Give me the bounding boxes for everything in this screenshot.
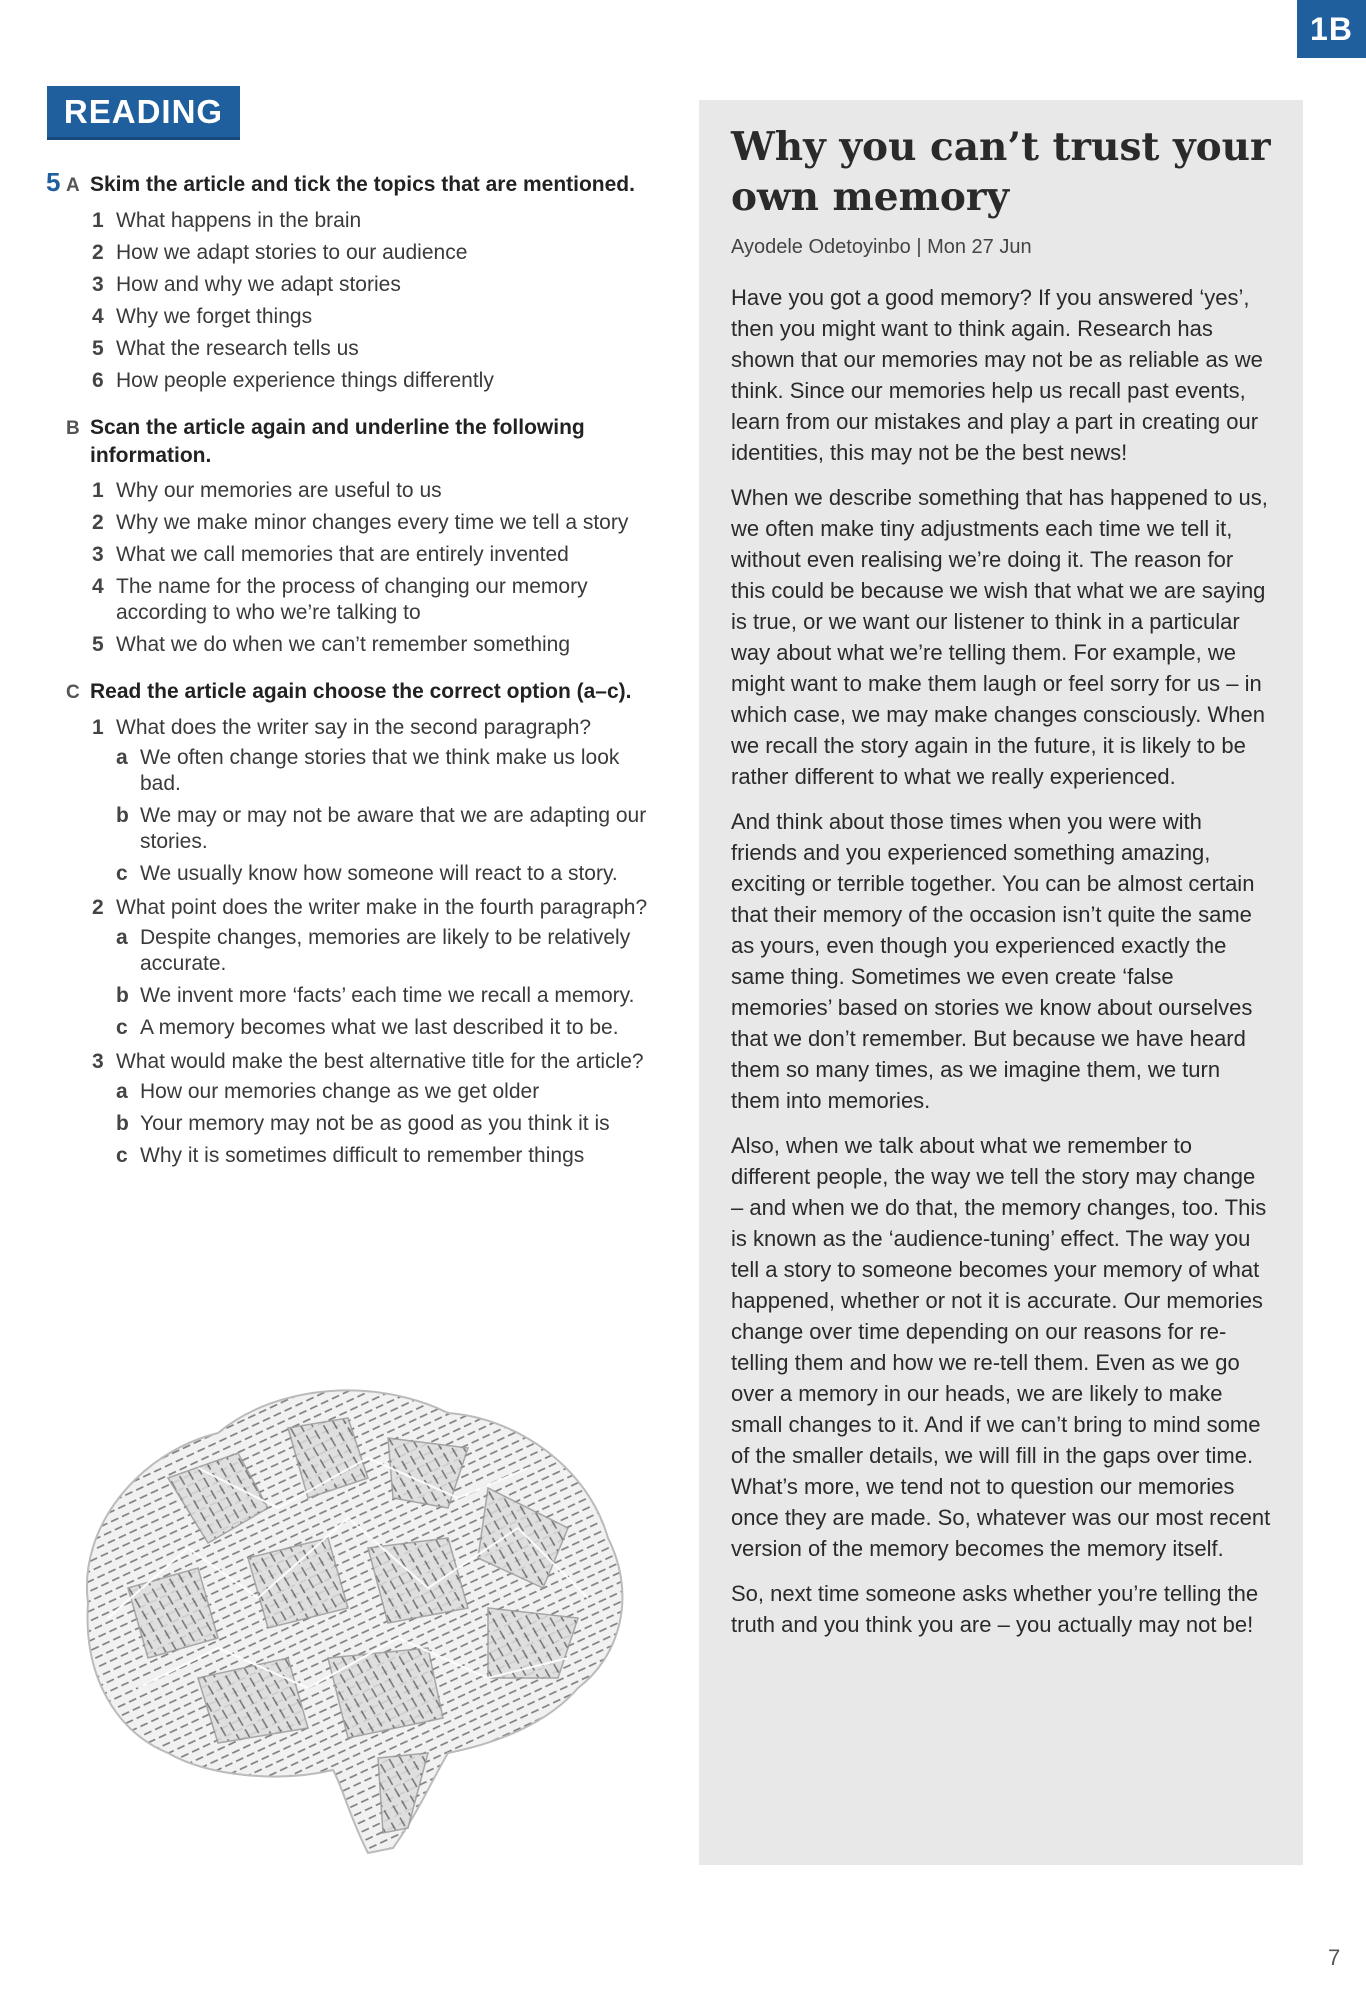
option[interactable]: c Why it is sometimes difficult to remember things [116,1144,585,1167]
task-5a-heading [46,168,656,200]
list-item[interactable]: 6 How people experience things differently [92,369,494,392]
task-5c [46,678,656,1169]
article-paragraph: So, next time someone asks whether you’re telling the truth and you think you are – you actually may not be! [731,1581,1259,1637]
option[interactable]: a Despite changes, memories are likely to be relatively accurate. [116,926,631,975]
list-item[interactable]: 3 How and why we adapt stories [92,273,401,296]
exercise-column [46,168,656,1189]
task-instruction: Read the article again choose the correct option (a–c). [90,680,632,703]
question-3: 3 What would make the best alternative title for the article? a How our memories change as we get older b Your memory may not be as good as you think it is c Why it is sometimes difficult to remember things [92,1049,656,1169]
list-item: 5 What we do when we can’t remember something [92,633,571,656]
option-list [116,1079,656,1169]
list-item: 3 What we call memories that are entirely invented [92,543,569,566]
task-letter: C [66,682,80,703]
info-list [46,478,656,658]
option-list [116,925,656,1041]
list-item: 2 Why we make minor changes every time we tell a story [92,511,629,534]
task-5c-heading [46,678,656,707]
option[interactable]: b Your memory may not be as good as you think it is [116,1112,610,1135]
question-1: 1 What does the writer say in the second paragraph? a We often change stories that we think make us look bad. b We may or may not be aware that we are adapting our stories. c We usually know how someone will react to a story. [92,715,656,887]
option-list [116,745,656,887]
option[interactable]: a We often change stories that we think make us look bad. [116,746,620,795]
list-item[interactable]: 2 How we adapt stories to our audience [92,241,468,264]
list-item: 1 Why our memories are useful to us [92,479,442,502]
option[interactable]: a How our memories change as we get older [116,1080,540,1103]
topic-list [46,208,656,394]
list-item: 4 The name for the process of changing our memory according to who we’re talking to [92,575,588,624]
task-letter: B [66,418,80,439]
task-number: 5 [46,167,61,197]
option[interactable]: b We may or may not be aware that we are adapting our stories. [116,804,647,853]
list-item[interactable]: 5 What the research tells us [92,337,359,360]
task-letter: A [66,175,80,196]
list-item[interactable]: 1 What happens in the brain [92,209,362,232]
question-text: What would make the best alternative title for the article? [116,1050,644,1073]
section-banner: READING [47,86,240,140]
article-title: Why you can’t trust your own memory [731,124,1271,220]
task-5b-heading [46,414,656,470]
page-number: 7 [1328,1945,1341,1970]
paper-brain-icon [48,1358,648,1863]
question-text: What does the writer say in the second paragraph? [116,716,592,739]
question-text: What point does the writer make in the fourth paragraph? [116,896,648,919]
task-instruction: Scan the article again and underline the following information. [90,416,585,467]
task-5a [46,168,656,394]
option[interactable]: c A memory becomes what we last described it to be. [116,1016,619,1039]
question-2: 2 What point does the writer make in the fourth paragraph? a Despite changes, memories are likely to be relatively accurate. b We invent more ‘facts’ each time we recall a memory. c A memory becomes what we last described it to be. [92,895,656,1041]
article-byline: Ayodele Odetoyinbo | Mon 27 Jun [731,236,1032,258]
list-item[interactable]: 4 Why we forget things [92,305,313,328]
unit-tab: 1B [1297,0,1366,58]
article-paragraph: When we describe something that has happened to us, we often make tiny adjustments each time we tell it, without even realising we’re doing it. The reason for this could be because we wish that what we are saying is true, or we want our listener to think in a particular way about what we’re telling them. For example, we might want to make them laugh or feel sorry for us – in which case, we may make changes consciously. When we recall the story again in the future, it is likely to be rather different to what we really experienced. [731,485,1268,789]
article-paragraph: And think about those times when you were with friends and you experienced something amazing, exciting or terrible together. You can be almost certain that their memory of the occasion isn’t quite the same as yours, even though you experienced exactly the same thing. Sometimes we even create ‘false memories’ based on stories we know about ourselves that we don’t remember. But because we have heard them so many times, as we imagine them, we turn them into memories. [731,809,1255,1113]
option[interactable]: c We usually know how someone will react to a story. [116,862,618,885]
option[interactable]: b We invent more ‘facts’ each time we recall a memory. [116,984,635,1007]
article-paragraph: Have you got a good memory? If you answered ‘yes’, then you might want to think again. Research has shown that our memories may not be as reliable as we think. Since our memories help us recall past events, learn from our mistakes and play a part in creating our identities, this may not be the best news! [731,285,1263,465]
article-panel [699,100,1303,1865]
task-instruction: Skim the article and tick the topics that are mentioned. [90,173,635,196]
article-paragraph: Also, when we talk about what we remember to different people, the way we tell the story may change – and when we do that, the memory changes, too. This is known as the ‘audience-tuning’ effect. The way you tell a story to someone becomes your memory of what happened, whether or not it is accurate. Our memories change over time depending on our reasons for re-telling them and how we re-tell them. Even as we go over a memory in our heads, we are likely to make small changes to it. And if we can’t bring to mind some of the smaller details, we will fill in the gaps over time. What’s more, we tend not to question our memories once they are made. So, whatever was our most recent version of the memory becomes the memory itself. [731,1133,1271,1561]
task-5b [46,414,656,658]
